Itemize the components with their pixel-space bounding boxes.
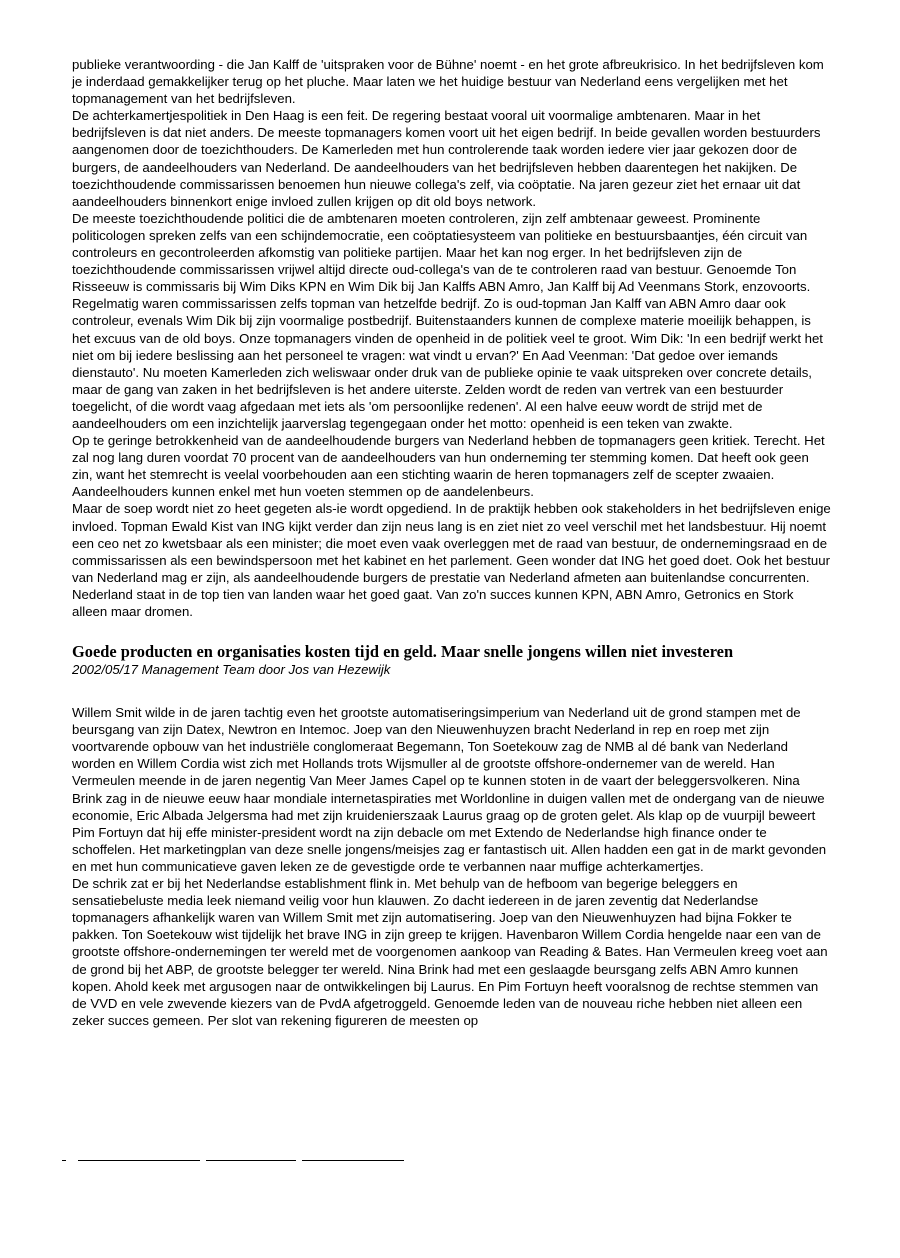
article-2-title: Goede producten en organisaties kosten tijd en geld. Maar snelle jongens willen niet investeren — [72, 642, 734, 662]
article-1-paragraph: publieke verantwoording - die Jan Kalff de 'uitspraken voor de Bühne' noemt - en het grote afbreukrisico. In het bedrijfsleven kom je inderdaad gemakkelijker terug op het pluche. Maar laten we het huidige bestuur van Nederland eens vergelijken met het topmanagement van het bedrijfsleven. — [72, 57, 824, 107]
footnote-divider-segment — [302, 1160, 404, 1161]
document-page — [72, 56, 832, 1029]
article-1-paragraph: De meeste toezichthoudende politici die de ambtenaren moeten controleren, zijn zelf ambtenaar geweest. Prominente politicologen spreken zelfs van een schijndemocratie, een coöptatiesysteem van politieke en bestuursbaantjes, één circuit van controleurs en gecontroleerden afkomstig van politieke partijen. Maar het kan nog erger. In het bedrijfsleven zijn de toezichthoudende commissarissen vrijwel altijd directe oud-collega's van de te controleren raad van bestuur. Genoemde Ton Risseeuw is commissaris bij Wim Diks KPN en Wim Dik bij Jan Kalffs ABN Amro, Jan Kalff bij Ad Veenmans Stork, enzovoorts. Regelmatig waren commissarissen zelfs topman van hetzelfde bedrijf. Zo is oud-topman Jan Kalff van ABN Amro daar ook controleur, evenals Wim Dik bij zijn voormalige postbedrijf. Buitenstaanders kunnen de complexe materie moeilijk behappen, is het excuus van de old boys. Onze topmanagers vinden de openheid in de politiek veel te groot. Wim Dik: 'In een bedrijf werkt het niet om bij iedere beslissing aan het personeel te vragen: wat vindt u ervan?' En Aad Veenman: 'Dat gedoe over iemands dienstauto'. Nu moeten Kamerleden zich weliswaar onder druk van de publieke opinie te vaak uitspreken over concrete details, maar de gang van zaken in het bedrijfsleven is het andere uiterste. Zelden wordt de reden van vertrek van een bestuurder toegelicht, of die wordt vaag afgedaan met iets als 'om persoonlijke redenen'. Al een halve eeuw wordt de strijd met de aandeelhouders om een inzichtelijk jaarverslag tegengegaan onder het motto: openheid is een teken van zwakte. — [72, 210, 823, 431]
article-2-paragraph: De schrik zat er bij het Nederlandse establishment flink in. Met behulp van de hefboom van begerige beleggers en sensatiebeluste media leek niemand veilig voor hun klauwen. Zo dacht iedereen in de jaren zeventig dat Nederlandse topmanagers afhankelijk waren van Willem Smit met zijn automatisering. Joep van den Nieuwenhuyzen had bijna Fokker te pakken. Ton Soetekouw wist tijdelijk het brave ING in zijn greep te krijgen. Havenbaron Willem Cordia hengelde naar een van de grootste offshore-ondernemingen ter wereld met de voorgenomen aankoop van Reading & Bates. Han Vermeulen kreeg voet aan de grond bij het ABP, de grootste belegger ter wereld. Nina Brink had met een geslaagde beursgang zelfs ABN Amro kunnen kopen. Ahold keek met argusogen naar de ontwikkelingen bij Laurus. En Pim Fortuyn heeft vooralsnog de rechtse stemmen van de VVD en vele zwevende kiezers van de PvdA afgetroggeld. Genoemde leden van de nouveau riche hebben niet alleen een zeker succes gemeen. Per slot van rekening figureren de meesten op — [72, 876, 828, 1028]
article-2-subtitle: 2002/05/17 Management Team door Jos van Hezewijk — [72, 662, 391, 678]
article-1-paragraph: Maar de soep wordt niet zo heet gegeten als-ie wordt opgediend. In de praktijk hebben ook stakeholders in het bedrijfsleven enige invloed. Topman Ewald Kist van ING kijkt verder dan zijn neus lang is en ziet niet zo veel verschil met het landsbestuur. Hij noemt een ceo net zo kwetsbaar als een minister; die moet even vaak overleggen met de raad van bestuur, de ondernemingsraad en de commissarissen als een bewindspersoon met het kabinet en het parlement. Geen wonder dat ING het goed doet. Ook het bestuur van Nederland mag er zijn, als aandeelhoudende burgers de prestatie van Nederland afmeten aan buitenlandse concurrenten. Nederland staat in de top tien van landen waar het goed gaat. Van zo'n succes kunnen KPN, ABN Amro, Getronics en Stork alleen maar dromen. — [72, 501, 831, 619]
article-1-body — [72, 56, 832, 620]
footnote-divider-segment — [62, 1160, 66, 1161]
footnote-divider-segment — [78, 1160, 200, 1161]
article-2-body — [72, 704, 832, 1029]
article-2-paragraph: Willem Smit wilde in de jaren tachtig even het grootste automatiseringsimperium van Nederland uit de grond stampen met de beursgang van zijn Datex, Newtron en Intemoc. Joep van den Nieuwenhuyzen bracht Nederland in rep en roep met zijn voortvarende opbouw van het industriële conglomeraat Begemann, Ton Soetekouw zag de NMB al dé bank van Nederland worden en Willem Cordia wist zich met Hollands trots Wijsmuller al de grootste offshore-ondernemer van de wereld. Han Vermeulen meende in de jaren negentig Van Meer James Capel op te kunnen stoten in de vaart der beleggersvolkeren. Nina Brink zag in de nieuwe eeuw haar mondiale internetaspiraties met Worldonline in duigen vallen met de ondergang van de nieuwe economie, Eric Albada Jelgersma had met zijn kruidenierszaak Laurus graag op de groten gelet. Als klap op de vuurpijl beweert Pim Fortuyn dat hij effe minister-president wordt na zijn debacle om met Extendo de Nederlandse high finance onder te schoffelen. Het marketingplan van deze snelle jongens/meisjes zag er fantastisch uit. Allen hadden een gat in de markt gevonden en met hun communicatieve gaven leken ze de gevestigde orde te verbannen naar muffige achterkamertjes. — [72, 705, 827, 874]
footnote-divider-segment — [206, 1160, 296, 1161]
article-1-paragraph: De achterkamertjespolitiek in Den Haag is een feit. De regering bestaat vooral uit voormalige ambtenaren. Maar in het bedrijfsleven is dat niet anders. De meeste topmanagers komen voort uit het eigen bedrijf. In beide gevallen worden bestuurders aangenomen door de toezichthouders. De Kamerleden met hun controlerende taak worden iedere vier jaar gekozen door de burgers, de aandeelhouders van Nederland. De aandeelhouders van het bedrijfsleven hebben daarentegen het nakijken. De toezichthoudende commissarissen benoemen hun nieuwe collega's zelf, via coöptatie. Na jaren gezeur ziet het ernaar uit dat aandeelhouders binnenkort enige invloed zullen krijgen op dit old boys network. — [72, 108, 821, 209]
article-1-paragraph: Op te geringe betrokkenheid van de aandeelhoudende burgers van Nederland hebben de topmanagers geen kritiek. Terecht. Het zal nog lang duren voordat 70 procent van de aandeelhouders van hun onderneming ter stemming komen. Dat heeft ook geen zin, want het stemrecht is veelal voorbehouden aan een stichting waarin de heren topmanagers zelf de scepter zwaaien. Aandeelhouders kunnen enkel met hun voeten stemmen op de aandelenbeurs. — [72, 433, 825, 500]
